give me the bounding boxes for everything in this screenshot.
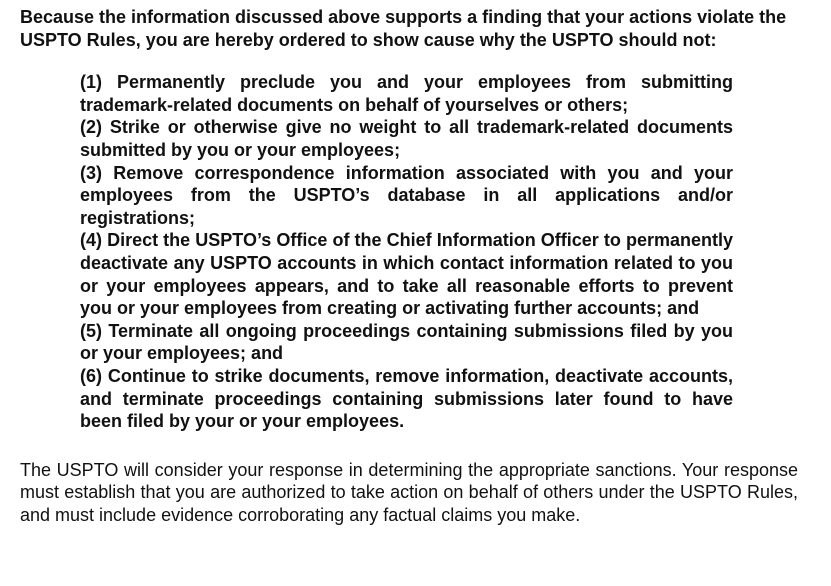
order-item: (5) Terminate all ongoing proceedings containing submissions filed by you or your employees; and — [80, 320, 733, 364]
order-item: (2) Strike or otherwise give no weight to all trademark-related documents submitted by you or your employees; — [80, 117, 733, 160]
order-item: (1) Permanently preclude you and your employees from submitting trademark-related documents on behalf of yourselves or others; — [80, 72, 733, 115]
order-list — [80, 71, 733, 433]
document-body — [20, 6, 800, 526]
order-item: (4) Direct the USPTO’s Office of the Chief Information Officer to permanently deactivate any USPTO accounts in which contact information related to you or your employees appears, and to take all reasonable efforts to prevent you or your employees from creating or activating further accounts; and — [80, 230, 733, 319]
order-item: (6) Continue to strike documents, remove information, deactivate accounts, and terminate proceedings containing submissions later found to have been filed by your or your employees. — [80, 365, 733, 432]
closing-paragraph: The USPTO will consider your response in determining the appropriate sanctions. Your response must establish that you are authorized to take action on behalf of others under the USPTO Rules, and must include evidence corroborating any factual claims you make. — [20, 459, 798, 525]
order-item: (3) Remove correspondence information associated with you and your employees from the USPTO’s database in all applications and/or registrations; — [80, 162, 733, 228]
intro-paragraph: Because the information discussed above supports a finding that your actions violate the USPTO Rules, you are hereby ordered to show cause why the USPTO should not: — [20, 7, 787, 50]
